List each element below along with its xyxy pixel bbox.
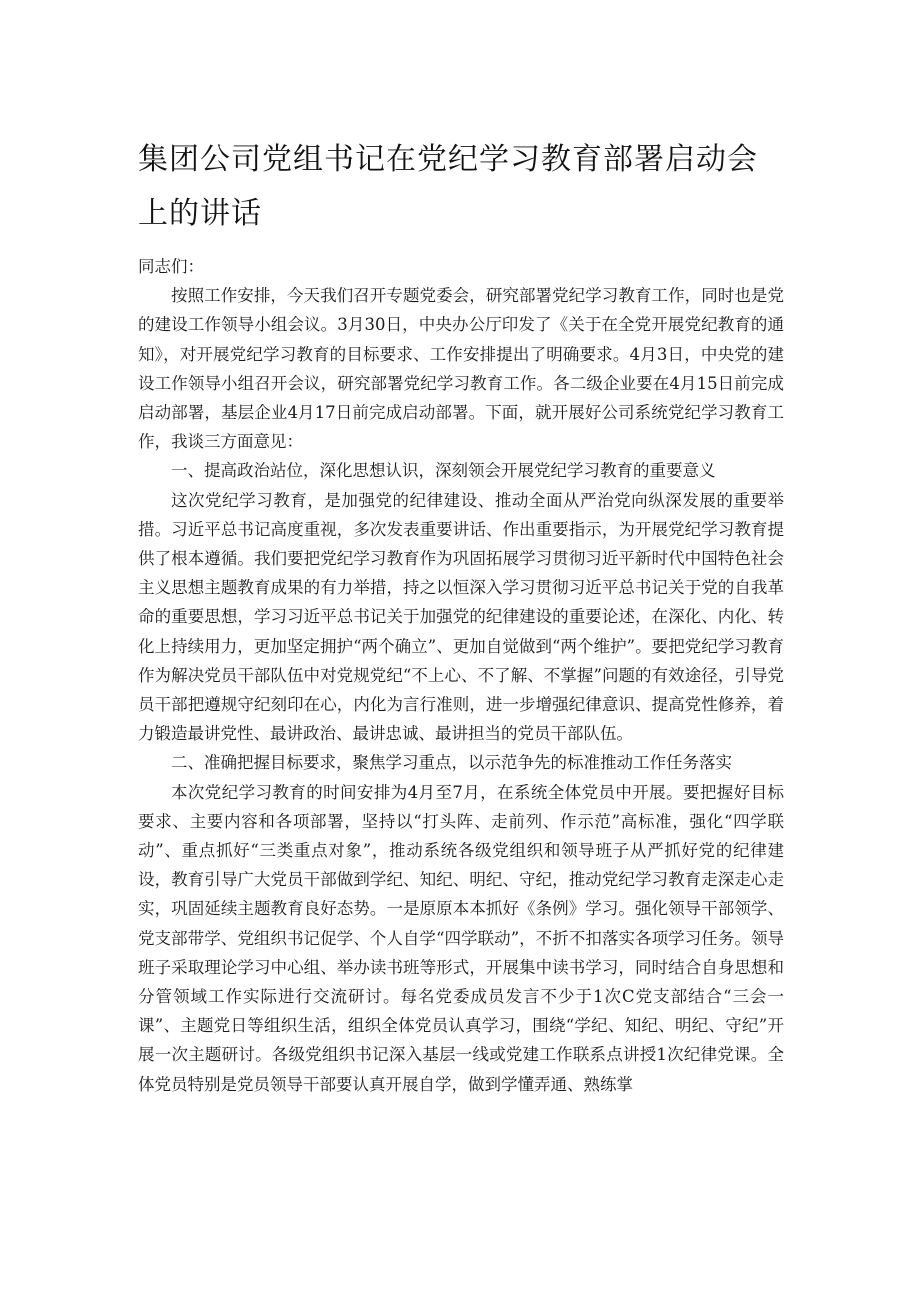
section-heading-2: 二、准确把握目标要求，聚焦学习重点，以示范争先的标准推动工作任务落实 <box>171 753 732 773</box>
paragraph-intro: 按照工作安排，今天我们召开专题党委会，研究部署党纪学习教育工作，同时也是党的建设工作领导小组会议。3月30日，中央办公厅印发了《关于在全党开展党纪教育的通知》，对开展党纪学习教育的目标要求、工作安排提出了明确要求。4月3日，中央党的建设工作领导小组召开会议，研究部署党纪学习教育工作。各二级企业要在4月15日前完成启动部署，基层企业4月17日前完成启动部署。下面，就开展好公司系统党纪学习教育工作，我谈三方面意见： <box>138 286 784 452</box>
document-title: 集团公司党组书记在党纪学习教育部署启动会上的讲话 <box>138 142 758 231</box>
paragraph-section-1: 这次党纪学习教育，是加强党的纪律建设、推动全面从严治党向纵深发展的重要举措。习近平总书记高度重视，多次发表重要讲话、作出重要指示，为开展党纪学习教育提供了根本遵循。我们要把党纪学习教育作为巩固拓展学习贯彻习近平新时代中国特色社会主义思想主题教育成果的有力举措，持之以恒深入学习贯彻习近平总书记关于党的自我革命的重要思想，学习习近平总书记关于加强党的纪律建设的重要论述，在深化、内化、转化上持续用力，更加坚定拥护“两个确立”、更加自觉做到“两个维护”。要把党纪学习教育作为解决党员干部队伍中对党规党纪“不上心、不了解、不掌握”问题的有效途径，引导党员干部把遵规守纪刻印在心，内化为言行准则，进一步增强纪律意识、提高党性修养，着力锻造最讲党性、最讲政治、最讲忠诚、最讲担当的党员干部队伍。 <box>138 490 784 744</box>
paragraph-section-2: 本次党纪学习教育的时间安排为4月至7月，在系统全体党员中开展。要把握好目标要求、主要内容和各项部署，坚持以“打头阵、走前列、作示范”高标准，强化“四学联动”、重点抓好“三类重点对象”，推动系统各级党组织和领导班子从严抓好党的纪律建设，教育引导广大党员干部做到学纪、知纪、明纪、守纪，推动党纪学习教育走深走心走实，巩固延续主题教育良好态势。一是原原本本抓好《条例》学习。强化领导干部领学、党支部带学、党组织书记促学、个人自学“四学联动”，不折不扣落实各项学习任务。领导班子采取理论学习中心组、举办读书班等形式，开展集中读书学习，同时结合自身思想和分管领域工作实际进行交流研讨。每名党委成员发言不少于1次C党支部结合“三会一课”、主题党日等组织生活，组织全体党员认真学习，围绕“学纪、知纪、明纪、守纪”开展一次主题研讨。各级党组织书记深入基层一线或党建工作联系点讲授1次纪律党课。全体党员特别是党员领导干部要认真开展自学，做到学懂弄通、熟练掌 <box>138 782 784 1094</box>
salutation: 同志们： <box>138 257 204 276</box>
section-heading-1: 一、提高政治站位，深化思想认识，深刻领会开展党纪学习教育的重要意义 <box>171 461 716 481</box>
document-body <box>138 252 784 1099</box>
